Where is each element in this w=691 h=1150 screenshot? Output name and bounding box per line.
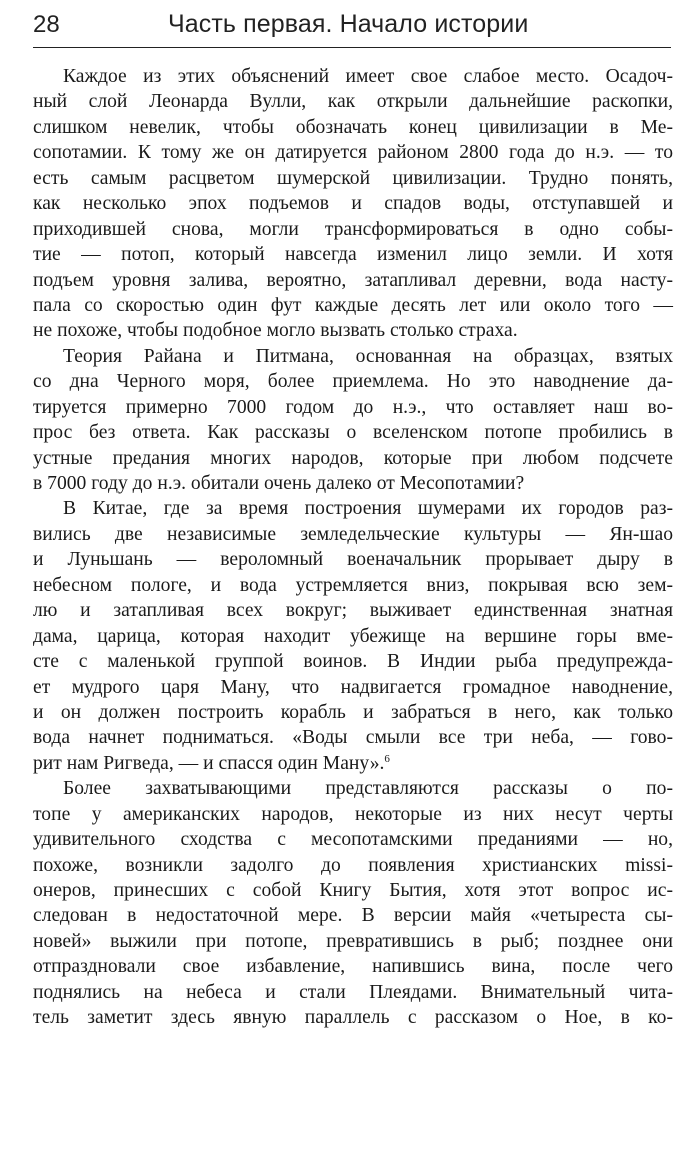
text-line: устные предания многих народов, которые при любом подсчете — [33, 447, 673, 469]
footnote-ref[interactable]: 6 — [384, 752, 390, 765]
text-line: пала со скоростью один фут каждые десять лет или около того — — [33, 294, 673, 316]
paragraph — [33, 64, 673, 344]
text-line: удивительного сходства с месопотамскими преданиями — но, — [33, 829, 673, 851]
text-line: ет мудрого царя Ману, что надвигается громадное наводнение, — [33, 676, 673, 698]
text-line: как несколько эпох подъемов и спадов воды, отступавшей и — [33, 193, 673, 215]
text-line: есть самым расцветом шумерской цивилизации. Трудно понять, — [33, 167, 673, 189]
text-line: онеров, принесших с собой Книгу Бытия, хотя этот вопрос ис- — [33, 880, 673, 901]
text-line: топе у американских народов, некоторые из них несут черты — [33, 803, 673, 825]
text-line: Теория Райана и Питмана, основанная на образцах, взятых — [63, 345, 673, 367]
text-line: не похоже, чтобы подобное могло вызвать столько страха. — [33, 320, 518, 342]
page-header — [33, 10, 671, 44]
text-line: в 7000 году до н.э. обитали очень далеко от Месопотамии? — [33, 473, 525, 494]
text-line: ный слой Леонарда Вулли, как открыли дальнейшие раскопки, — [33, 91, 673, 113]
body-text — [33, 64, 673, 1031]
text-line: тель заметит здесь явную параллель с рассказом о Ное, в ко- — [33, 1007, 673, 1029]
paragraph — [33, 496, 673, 776]
text-line: со дна Черного моря, более приемлема. Но это наводнение да- — [33, 371, 673, 393]
text-line: вода начнет подниматься. «Воды смыли все три неба, — гово- — [33, 727, 673, 749]
text-line — [33, 751, 673, 776]
text-line: похоже, возникли задолго до появления христианских missi- — [33, 854, 673, 876]
page-number: 28 — [33, 11, 60, 38]
text-line: новей» выжили при потопе, превратившись в рыб; позднее они — [33, 930, 673, 952]
text-line: приходившей снова, могли трансформироваться в одно собы- — [33, 218, 673, 240]
text-line: поднялись на небеса и стали Плеядами. Внимательный чита- — [33, 981, 673, 1003]
running-head: Часть первая. Начало истории — [168, 10, 529, 38]
text-line: отпраздновали свое избавление, напившись вина, после чего — [33, 956, 673, 978]
paragraph — [33, 776, 673, 1030]
text-line: Более захватывающими представляются рассказы о по- — [63, 778, 673, 800]
text-line: сте с маленькой группой воинов. В Индии рыба предупрежда- — [33, 651, 673, 673]
header-rule — [33, 47, 671, 48]
text-line: В Китае, где за время построения шумерами их городов раз- — [63, 498, 673, 520]
text-line: следован в недостаточной мере. В версии майя «четыреста сы- — [33, 905, 673, 927]
text-line: небесном пологе, и вода устремляется вниз, покрывая всю зем- — [33, 574, 673, 596]
text-line: тие — потоп, который навсегда изменил лицо земли. И хотя — [33, 244, 673, 266]
text-line: лю и затапливая всех вокруг; выживает единственная знатная — [33, 600, 673, 622]
text-line: и он должен построить корабль и забраться в него, как только — [33, 701, 673, 723]
text-line: вились две независимые земледельческие культуры — Ян-шао — [33, 523, 673, 545]
text-line: сопотамии. К тому же он датируется районом 2800 года до н.э. — то — [33, 142, 673, 164]
text-line: Каждое из этих объяснений имеет свое слабое место. Осадоч- — [63, 66, 673, 87]
text-line: и Луньшань — вероломный военачальник прорывает дыру в — [33, 549, 673, 571]
text-line: слишком невелик, чтобы обозначать конец цивилизации в Ме- — [33, 116, 673, 138]
text-line-content: рит нам Ригведа, — и спасся один Ману». — [33, 752, 385, 774]
text-line: прос без ответа. Как рассказы о вселенском потопе пробились в — [33, 422, 673, 444]
text-line: дама, царица, которая находит убежище на вершине горы вме- — [33, 625, 673, 647]
text-line: тируется примерно 7000 годом до н.э., что оставляет наш во- — [33, 396, 673, 418]
text-line: подъем уровня залива, вероятно, затапливал деревни, вода насту- — [33, 269, 673, 291]
paragraph — [33, 344, 673, 497]
